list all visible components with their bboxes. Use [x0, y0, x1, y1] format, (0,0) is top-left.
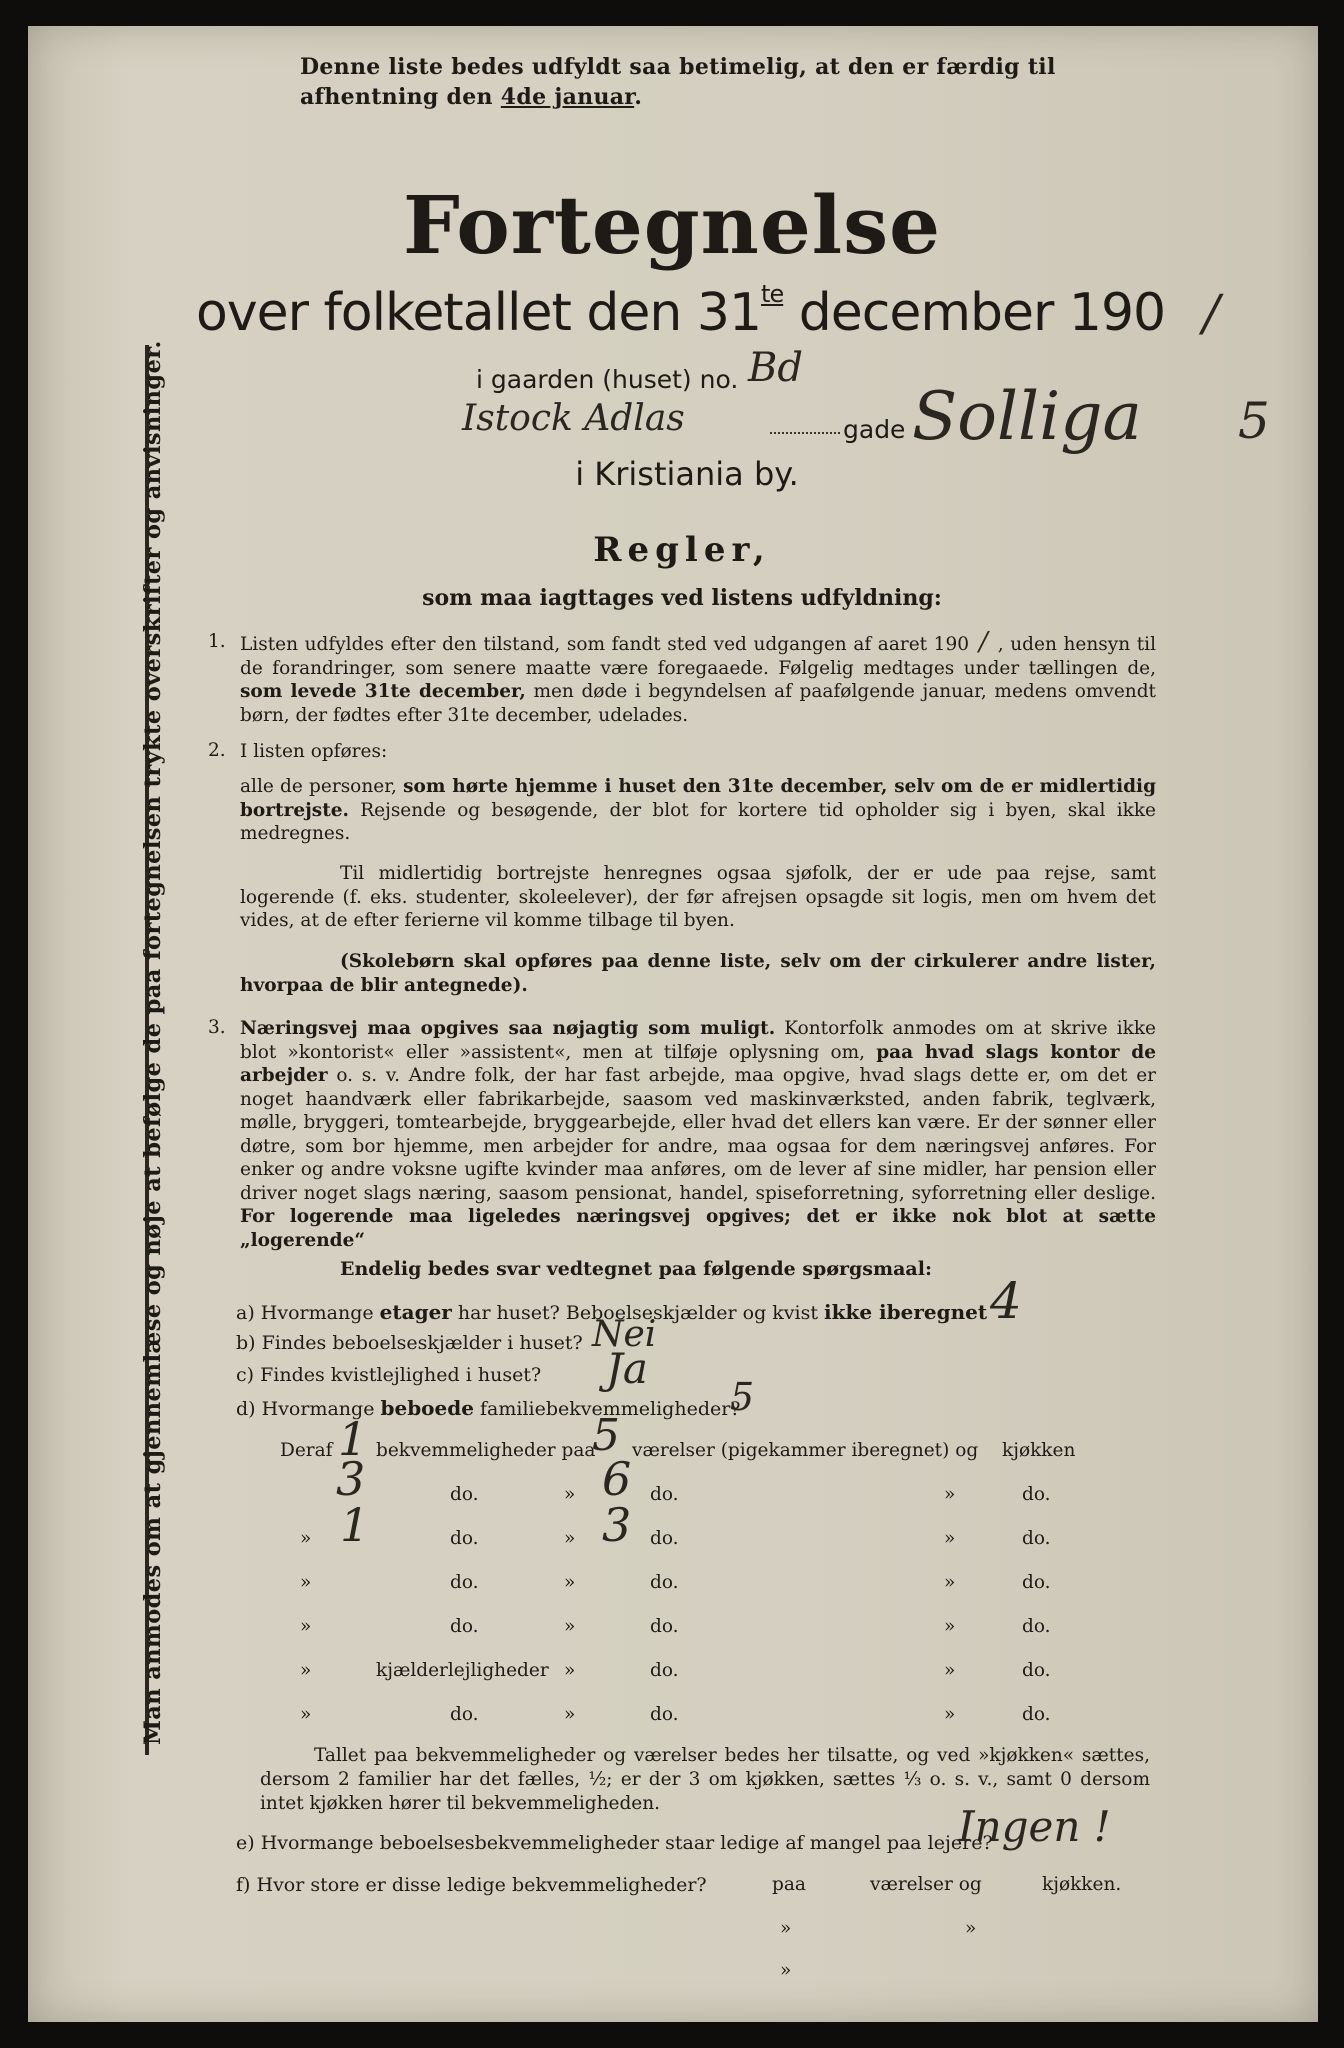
answer-e: Ingen !: [958, 1802, 1111, 1851]
rule-1-text-b: , uden hensyn til de forandringer, som senere maatte være foregaaede. Følgelig medtages under tællingen de,: [240, 634, 1156, 679]
table-row-7-do-1: do.: [450, 1704, 479, 1725]
table-row-7-quote-2: »: [564, 1704, 576, 1725]
question-f-paa: paa: [772, 1874, 806, 1895]
table-row-6-quote: »: [300, 1660, 312, 1681]
table-row-3-quote: »: [300, 1528, 312, 1549]
table-row-5-quote-3: »: [944, 1616, 956, 1637]
table-row-2-do-2: do.: [650, 1484, 679, 1505]
question-a-bold-2: ikke iberegnet: [824, 1300, 988, 1324]
notice: [300, 52, 1160, 112]
rules-subheading: som maa iagttages ved listens udfyldning:: [422, 585, 942, 611]
notice-line-2: [300, 82, 1160, 112]
rule-3-number: 3.: [208, 1017, 226, 1038]
trailing-quote-1: »: [780, 1918, 792, 1939]
table-row-2-quote-2: »: [944, 1484, 956, 1505]
table-row-5-do-2: do.: [650, 1616, 679, 1637]
table-row-4-quote-3: »: [944, 1572, 956, 1593]
question-b-text: Findes beboelseskjælder i huset?: [261, 1332, 583, 1354]
handwritten-year: /: [1202, 284, 1219, 342]
table-row-7-quote: »: [300, 1704, 312, 1725]
question-a-mid: har huset? Beboelseskjælder og kvist: [457, 1302, 818, 1324]
table-row-3-do-2: do.: [650, 1528, 679, 1549]
rule-3-bold-1: Næringsvej maa opgives saa nøjagtig som muligt.: [240, 1018, 776, 1039]
question-a-label: a): [236, 1302, 255, 1324]
table-row-6-quote-2: »: [564, 1660, 576, 1681]
question-d-pre: Hvormange: [261, 1398, 375, 1420]
rule-2-bold: som hørte hjemme i huset den 31te december, selv om de er midlertidig bortrejste.: [240, 776, 1156, 821]
rule-1-number: 1.: [208, 631, 226, 652]
table-row-4-do-2: do.: [650, 1572, 679, 1593]
table-row-2-count: 3: [336, 1452, 366, 1506]
rule-1-bold: som levede 31te december,: [240, 681, 526, 702]
city-line: i Kristiania by.: [575, 455, 799, 493]
rule-1-text-a: Listen udfyldes efter den tilstand, som fandt sted ved udgangen af aaret 190: [240, 634, 969, 655]
table-deraf: Deraf: [280, 1440, 333, 1461]
question-e-label: e): [236, 1832, 255, 1854]
side-note: Man anmodes om at gjennemlæse og nøje at befølge de paa fortegnelsen trykte overskrifter og anvisninger.: [140, 340, 166, 1745]
subtitle-suffix: december 190: [783, 283, 1166, 343]
answer-d: 5: [730, 1375, 755, 1419]
question-e: [236, 1832, 993, 1854]
rules-heading: Regler,: [593, 530, 771, 570]
table-row-4-quote-2: »: [564, 1572, 576, 1593]
table-row-3-quote-2: »: [564, 1528, 576, 1549]
rule-2-head: I listen opføres:: [240, 741, 388, 762]
question-d-post: familiebekvemmeligheder?: [480, 1398, 741, 1420]
rule-2-text-a: alle de personer,: [240, 776, 397, 797]
table-row-3-quote-3: »: [944, 1528, 956, 1549]
table-row-3-do-3: do.: [1022, 1528, 1051, 1549]
table-row-1-count: 1: [338, 1412, 368, 1466]
table-row-2-do-1: do.: [450, 1484, 479, 1505]
table-row-7-do-3: do.: [1022, 1704, 1051, 1725]
trailing-quote-3: »: [780, 1960, 792, 1981]
question-f-text: Hvor store er disse ledige bekvemmeligheder?: [256, 1874, 707, 1896]
question-f-label: f): [236, 1874, 251, 1896]
table-row-4-do-3: do.: [1022, 1572, 1051, 1593]
rule-1: [240, 627, 1156, 727]
table-kjaelder-label: kjælderlejligheder: [376, 1660, 549, 1681]
rule-2-text-b: Rejsende og besøgende, der blot for kortere tid opholder sig i byen, skal ikke medregnes.: [240, 799, 1156, 844]
table-kjokken-label: kjøkken: [1002, 1440, 1076, 1461]
gaarden-label: i gaarden (huset) no.: [476, 365, 739, 394]
question-b-label: b): [236, 1332, 256, 1354]
table-row-6-do-3: do.: [1022, 1660, 1051, 1681]
question-d: [236, 1396, 741, 1420]
handwritten-street: Solliga: [912, 378, 1142, 455]
question-f: [236, 1874, 707, 1896]
table-row-6-do-2: do.: [650, 1660, 679, 1681]
table-row-2-do-3: do.: [1022, 1484, 1051, 1505]
table-vaerelser-label: værelser (pigekammer iberegnet) og: [632, 1440, 979, 1461]
question-f-vaerelser: værelser og: [870, 1874, 982, 1895]
table-row-2-rooms: 6: [602, 1452, 632, 1506]
table-row-5-quote: »: [300, 1616, 312, 1637]
rule-1-text-c: men døde i begyndelsen af paafølgende januar, medens omvendt børn, der fødtes efter 31te december, udelades.: [240, 681, 1156, 726]
subtitle: [196, 280, 1219, 343]
rule-3-bold-3: For logerende maa ligeledes næringsvej opgives; det er ikke nok blot at sætte „logerende“: [240, 1206, 1156, 1251]
handwritten-owner: Istock Adlas: [462, 398, 685, 439]
subtitle-sup: te: [761, 280, 784, 308]
question-b: [236, 1332, 583, 1354]
table-row-7-do-2: do.: [650, 1704, 679, 1725]
rule-2-number: 2.: [208, 740, 226, 761]
rule-1-handwritten-year: /: [979, 627, 988, 657]
rule-3-text-a: Kontorfolk anmodes om at skrive ikke blot »kontorist« eller »assistent«, men at tilføje oplysning om,: [240, 1018, 1156, 1063]
questions-intro: Endelig bedes svar vedtegnet paa følgende spørgsmaal:: [340, 1258, 932, 1280]
notice-suffix: .: [634, 84, 643, 110]
table-row-3-do-1: do.: [450, 1528, 479, 1549]
table-row-2-quote: »: [564, 1484, 576, 1505]
table-row-3-rooms: 3: [602, 1498, 632, 1552]
rule-3-text-b: o. s. v. Andre folk, der har fast arbejde, maa opgive, hvad slags dette er, om det er noget haandværk eller fabrikarbejde, saasom ved maskinværksted, anden fabrik, teglværk, mølle, bryggeri, tomtearbejde, bryggearbejde, eller hvad det ellers kan være. Er der sønner eller døtre, som bor hjemme, men arbejder for andre, maa ogsaa for dem næringsvej anføres. For enker og andre voksne ugifte kvinder maa anføres, om de lever af sine midler, har pension eller driver noget slags næring, saasom pensionat, handel, spiseforretning, syforretning eller deslige.: [240, 1065, 1156, 1204]
question-c: [236, 1364, 541, 1386]
page-title: Fortegnelse: [402, 178, 942, 272]
table-row-1-rooms: 5: [592, 1410, 620, 1461]
table-bekv-label: bekvemmeligheder paa: [376, 1440, 596, 1461]
table-row-7-quote-3: »: [944, 1704, 956, 1725]
rule-2-body: [240, 775, 1156, 846]
table-row-6-quote-3: »: [944, 1660, 956, 1681]
table-row-4-do-1: do.: [450, 1572, 479, 1593]
question-d-bold: beboede: [380, 1396, 474, 1420]
rule-2-para-3: (Skolebørn skal opføres paa denne liste, selv om der cirkulerer andre lister, hvorpaa de blir antegnede).: [240, 951, 1156, 996]
rule-2-para-2: Til midlertidig bortrejste henregnes ogsaa sjøfolk, der er ude paa rejse, samt logerende (f. eks. studenter, skoleelever), der før afrejsen opsagde sit logis, men om hvem det vides, at de efter ferierne vil komme tilbage til byen.: [240, 863, 1156, 931]
question-f-kjokken: kjøkken.: [1042, 1874, 1122, 1895]
table-row-4-quote: »: [300, 1572, 312, 1593]
question-d-label: d): [236, 1398, 256, 1420]
handwritten-gaarden-no: Bd: [748, 345, 803, 391]
footnote: Tallet paa bekvemmeligheder og værelser bedes her tilsatte, og ved »kjøkken« sættes, dersom 2 familier har det fælles, ½; er der 3 om kjøkken, sættes ⅓ o. s. v., samt 0 dersom intet kjøkken hører til bekvemmeligheden.: [260, 1745, 1150, 1814]
question-c-label: c): [236, 1364, 255, 1386]
rule-3-bold-2: paa hvad slags kontor de arbejder: [240, 1041, 1156, 1086]
question-a-bold: etager: [379, 1300, 452, 1324]
notice-line-1: Denne liste bedes udfyldt saa betimelig, at den er færdig til: [300, 54, 1056, 80]
question-e-text: Hvormange beboelsesbekvemmeligheder staar ledige af mangel paa lejere?: [260, 1832, 993, 1854]
dotted-line: [770, 432, 840, 434]
handwritten-street-number: 5: [1238, 392, 1270, 450]
pickup-date: 4de januar: [500, 84, 635, 110]
table-row-3-count: 1: [340, 1498, 370, 1552]
question-a-pre: Hvormange: [260, 1302, 374, 1324]
gade-label: gade: [843, 415, 906, 444]
answer-a: 4: [990, 1272, 1022, 1330]
table-row-5-do-3: do.: [1022, 1616, 1051, 1637]
answer-c: Ja: [606, 1344, 648, 1393]
table-row-5-do-1: do.: [450, 1616, 479, 1637]
trailing-quote-2: »: [965, 1918, 977, 1939]
table-row-5-quote-2: »: [564, 1616, 576, 1637]
question-c-text: Findes kvistlejlighed i huset?: [260, 1364, 542, 1386]
rule-3: [240, 1017, 1156, 1252]
subtitle-prefix: over folketallet den 31: [196, 283, 762, 343]
answer-b: Nei: [592, 1314, 657, 1355]
notice-prefix: afhentning den: [300, 84, 501, 110]
